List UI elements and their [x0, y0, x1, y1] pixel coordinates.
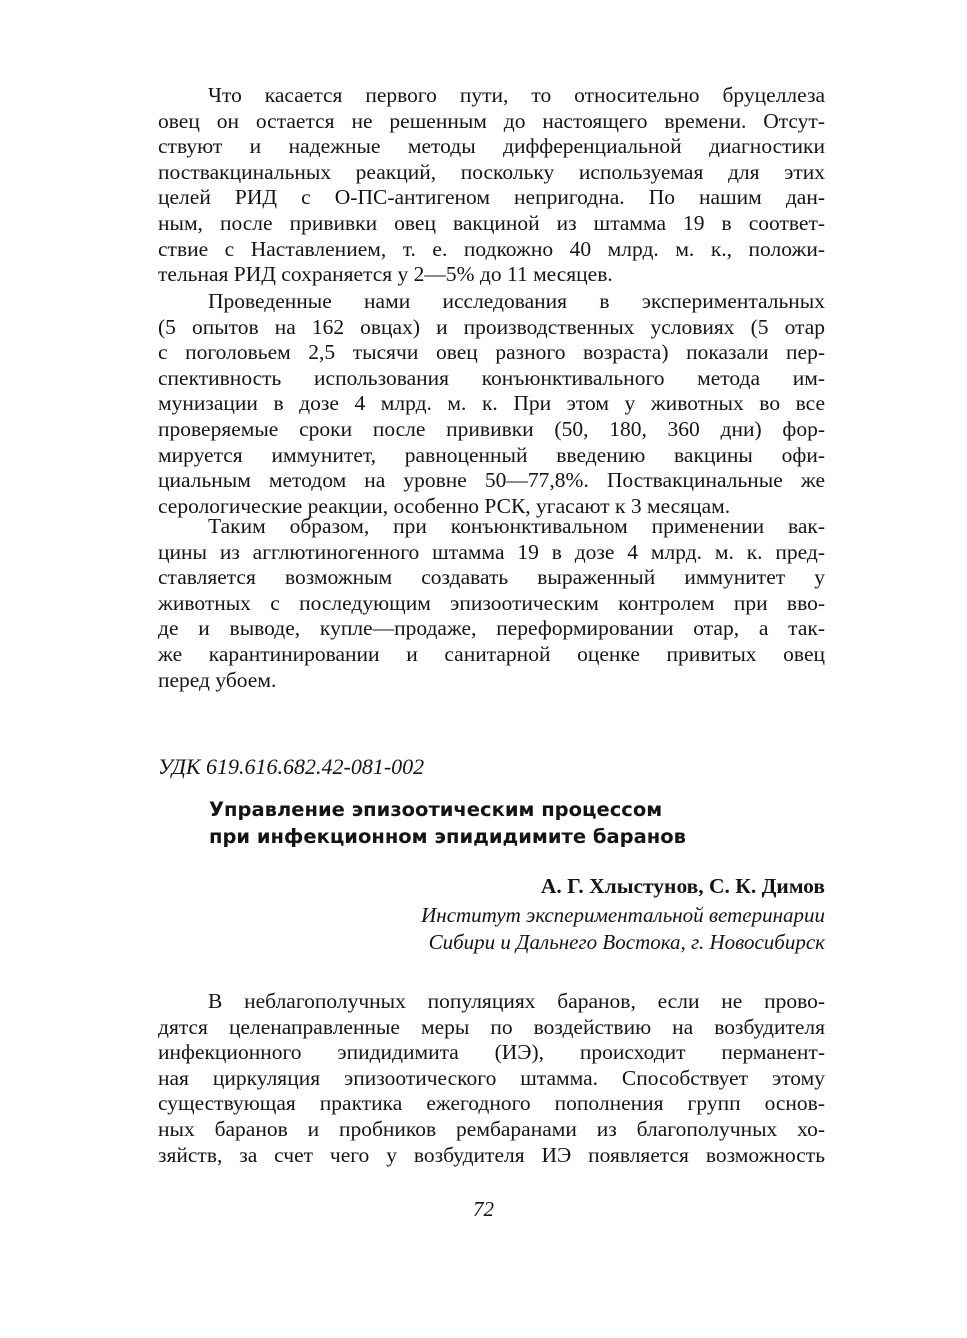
text-line: мируется иммунитет, равноценный введению вакцины офи- [158, 442, 825, 467]
article-title-line: Управление эпизоотическим процессом [209, 798, 663, 821]
text-line: Таким образом, при конъюнктивальном применении вак- [208, 514, 825, 538]
page-number: 72 [473, 1197, 494, 1221]
text-line: зяйств, за счет чего у возбудителя ИЭ появляется возможность [158, 1142, 825, 1167]
article-authors: А. Г. Хлыстунов, С. К. Димов [540, 874, 825, 898]
text-line: ствуют и надежные методы дифференциальной диагностики [158, 134, 825, 159]
paragraph-1 [158, 83, 825, 288]
text-line: поствакцинальных реакций, поскольку используемая для этих [158, 159, 825, 184]
text-line: с поголовьем 2,5 тысячи овец разного возраста) показали пер- [158, 340, 825, 365]
text-line: циальным методом на уровне 50—77,8%. Поствакцинальные же [158, 468, 825, 493]
paragraph-2 [158, 289, 825, 519]
text-line: животных с последующим эпизоотическим контролем при вво- [158, 590, 825, 615]
text-line: перед убоем. [158, 667, 277, 692]
text-line: ставляется возможным создавать выраженный иммунитет у [158, 565, 825, 590]
text-line: овец он остается не решенным до настоящего времени. Отсут- [158, 108, 825, 133]
affiliation-line: Сибири и Дальнего Востока, г. Новосибирск [428, 930, 825, 954]
text-line: целей РИД с О-ПС-антигеном непригодна. По нашим дан- [158, 185, 825, 210]
text-line: В неблагополучных популяциях баранов, если не прово- [208, 989, 825, 1013]
text-line: существующая практика ежегодного пополнения групп основ- [158, 1091, 825, 1116]
text-line: проверяемые сроки после прививки (50, 180, 360 дни) фор- [158, 416, 825, 441]
text-line: (5 опытов на 162 овцах) и производственных условиях (5 отар [158, 314, 825, 339]
text-line: цины из агглютиногенного штамма 19 в дозе 4 млрд. м. к. пред- [158, 539, 825, 564]
text-line: Что касается первого пути, то относительно бруцеллеза [208, 83, 825, 107]
text-line: Проведенные нами исследования в экспериментальных [208, 289, 825, 313]
text-line: серологические реакции, особенно РСК, угасают к 3 месяцам. [158, 493, 731, 518]
text-line: спективность использования конъюнктивального метода им- [158, 365, 825, 390]
text-line: мунизации в дозе 4 млрд. м. к. При этом у животных во все [158, 391, 825, 416]
paragraph-3 [158, 514, 825, 693]
text-line: де и выводе, купле—продаже, переформировании отар, а так- [158, 616, 825, 641]
text-line: инфекционного эпидидимита (ИЭ), происходит перманент- [158, 1040, 825, 1065]
affiliation-line: Институт экспериментальной ветеринарии [421, 903, 825, 927]
text-line: ных баранов и пробников рембаранами из благополучных хо- [158, 1116, 825, 1141]
text-line: ствие с Наставлением, т. е. подкожно 40 млрд. м. к., положи- [158, 236, 825, 261]
text-line: дятся целенаправленные меры по воздействию на возбудителя [158, 1014, 825, 1039]
text-line: ная циркуляция эпизоотического штамма. Способствует этому [158, 1065, 825, 1090]
article-title [209, 796, 686, 850]
article-body-paragraph [158, 989, 825, 1168]
udk-code: УДК 619.616.682.42-081-002 [158, 754, 425, 779]
text-line: тельная РИД сохраняется у 2—5% до 11 месяцев. [158, 262, 613, 287]
author-affiliation [421, 902, 825, 956]
text-line: ным, после прививки овец вакциной из штамма 19 в соответ- [158, 210, 825, 235]
article-title-line: при инфекционном эпидидимите баранов [209, 825, 686, 848]
text-line: же карантинировании и санитарной оценке привитых овец [158, 641, 825, 666]
